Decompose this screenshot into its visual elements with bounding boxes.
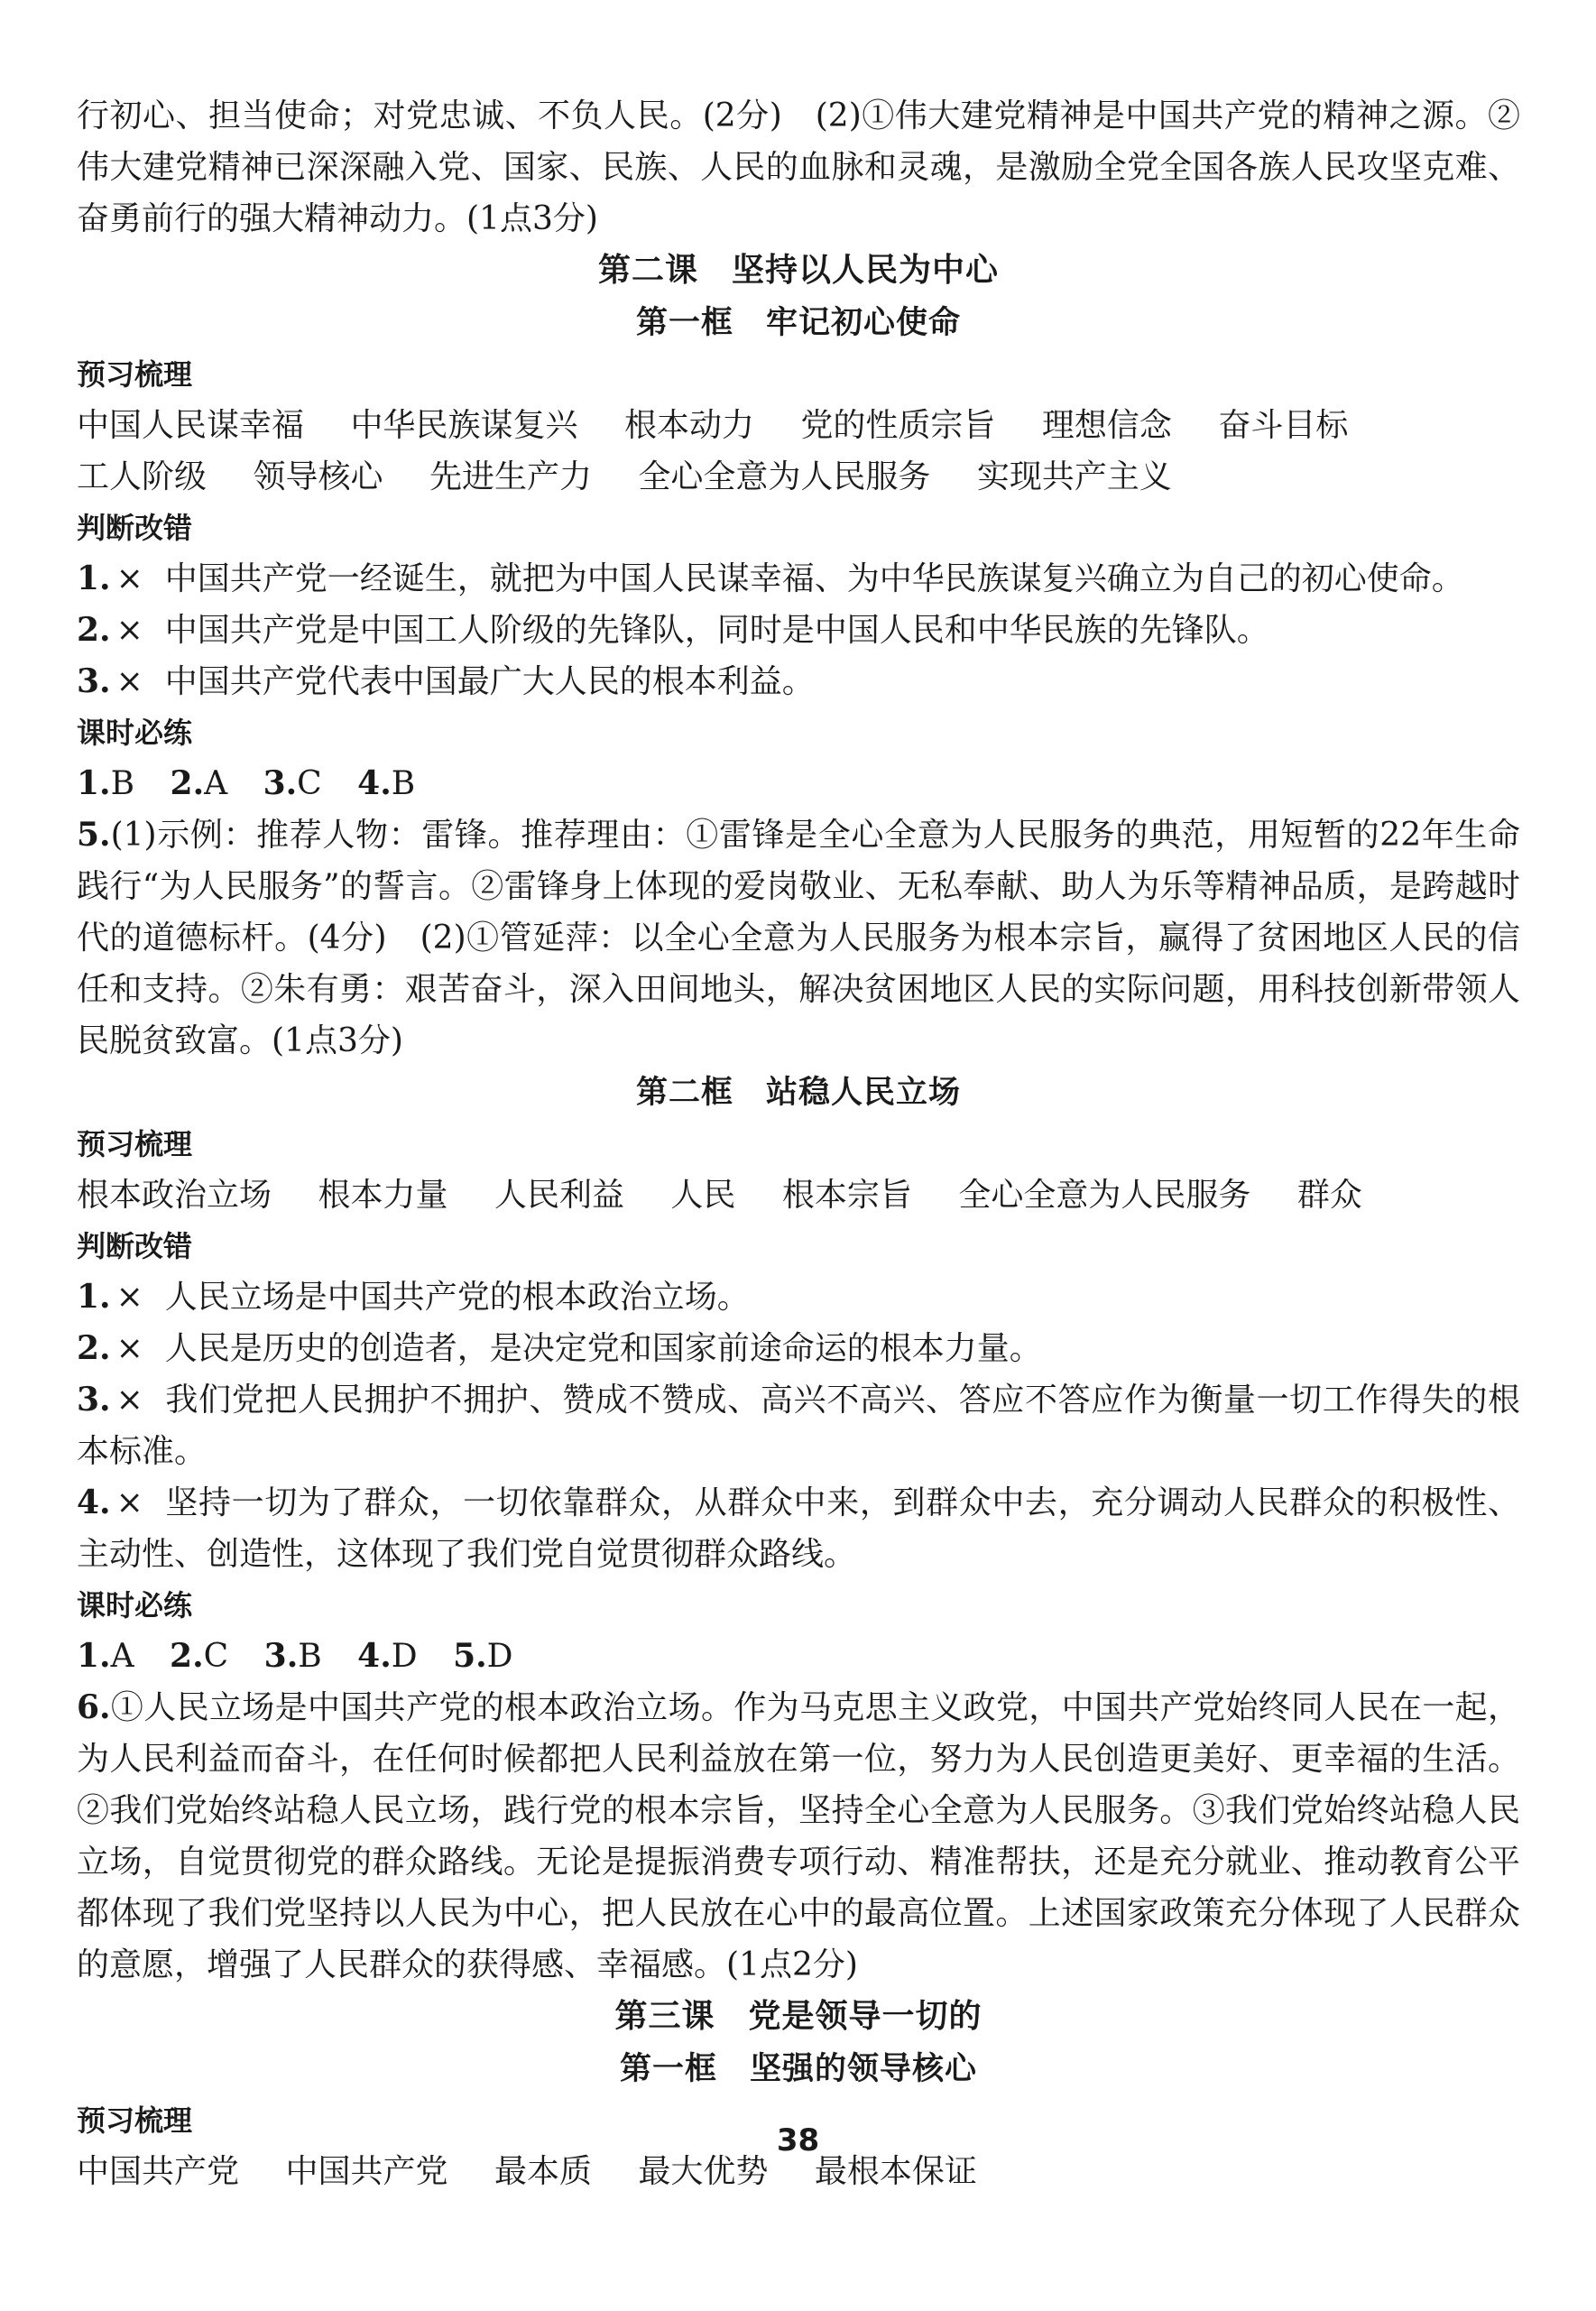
choice-answer: 1.A bbox=[77, 1637, 134, 1675]
judge-item bbox=[77, 1323, 1520, 1374]
preview-term: 理想信念 bbox=[1041, 407, 1172, 444]
item-number: 2. bbox=[77, 611, 111, 649]
choice-answer: 3.C bbox=[263, 764, 322, 802]
choice-answers bbox=[77, 758, 1520, 809]
section-heading-judge: 判断改错 bbox=[77, 511, 193, 545]
choice-answer: 5.D bbox=[453, 1637, 513, 1675]
section-heading-preview: 预习梳理 bbox=[77, 357, 193, 392]
preview-term: 人民 bbox=[670, 1177, 736, 1214]
answer-page bbox=[77, 90, 1520, 2197]
frame-title: 第二框 站稳人民立场 bbox=[635, 1075, 961, 1111]
judge-item bbox=[77, 605, 1520, 656]
preview-term: 中国共产党 bbox=[285, 2153, 448, 2190]
preview-term: 最根本保证 bbox=[814, 2153, 977, 2190]
answer-q6 bbox=[77, 1682, 1520, 1991]
section-heading-practice: 课时必练 bbox=[77, 1588, 193, 1622]
preview-term: 奋斗目标 bbox=[1218, 407, 1349, 444]
section-heading-judge: 判断改错 bbox=[77, 1229, 193, 1263]
preview-term: 实现共产主义 bbox=[976, 458, 1172, 495]
judge-text: 坚持一切为了群众，一切依靠群众，从群众中来，到群众中去，充分调动人民群众的积极性、主动性、创造性，这体现了我们党自觉贯彻群众路线。 bbox=[77, 1484, 1520, 1573]
lesson-title: 第三课 党是领导一切的 bbox=[614, 1998, 983, 2035]
judge-text: 我们党把人民拥护不拥护、赞成不赞成、高兴不高兴、答应不答应作为衡量一切工作得失的根本标准。 bbox=[77, 1382, 1520, 1470]
judge-item bbox=[77, 1374, 1520, 1477]
preview-term: 人民利益 bbox=[494, 1177, 624, 1214]
cross-mark: × bbox=[115, 663, 143, 700]
judge-item bbox=[77, 553, 1520, 605]
section-heading-practice: 课时必练 bbox=[77, 716, 193, 750]
judge-item bbox=[77, 656, 1520, 707]
preview-term: 中国共产党 bbox=[77, 2153, 240, 2190]
choice-answer: 2.A bbox=[170, 764, 228, 802]
judge-text: 中国共产党代表中国最广大人民的根本利益。 bbox=[164, 663, 815, 700]
preview-term: 先进生产力 bbox=[429, 458, 592, 495]
judge-text: 中国共产党一经诞生，就把为中国人民谋幸福、为中华民族谋复兴确立为自己的初心使命。 bbox=[164, 560, 1464, 597]
cross-mark: × bbox=[115, 612, 143, 649]
intro-paragraph: 行初心、担当使命；对党忠诚、不负人民。(2分) (2)①伟大建党精神是中国共产党的精神之源。②伟大建党精神已深深融入党、国家、民族、人民的血脉和灵魂，是激励全党全国各族人民攻坚克难、奋勇前行的强大精神动力。(1点3分) bbox=[77, 97, 1520, 237]
judge-item bbox=[77, 1271, 1520, 1323]
preview-term: 根本动力 bbox=[623, 407, 754, 444]
preview-term: 根本政治立场 bbox=[77, 1177, 272, 1214]
item-number: 3. bbox=[77, 1381, 111, 1419]
preview-term: 全心全意为人民服务 bbox=[638, 458, 931, 495]
frame-title: 第一框 牢记初心使命 bbox=[635, 305, 961, 341]
cross-mark: × bbox=[115, 560, 143, 597]
item-number: 1. bbox=[77, 1278, 111, 1316]
choice-answer: 3.B bbox=[263, 1637, 322, 1675]
preview-term: 群众 bbox=[1296, 1177, 1362, 1214]
choice-answers bbox=[77, 1631, 1520, 1682]
choice-answer: 2.C bbox=[170, 1637, 229, 1675]
item-number: 2. bbox=[77, 1329, 111, 1367]
item-number: 3. bbox=[77, 662, 111, 700]
preview-terms bbox=[77, 1169, 1520, 1221]
judge-text: 人民是历史的创造者，是决定党和国家前途命运的根本力量。 bbox=[164, 1330, 1042, 1367]
item-number: 4. bbox=[77, 1484, 111, 1521]
judge-text: 中国共产党是中国工人阶级的先锋队，同时是中国人民和中华民族的先锋队。 bbox=[164, 612, 1269, 649]
judge-text: 人民立场是中国共产党的根本政治立场。 bbox=[164, 1279, 750, 1316]
cross-mark: × bbox=[115, 1484, 143, 1521]
preview-term: 根本宗旨 bbox=[781, 1177, 912, 1214]
answer-q5 bbox=[77, 809, 1520, 1067]
preview-term: 根本力量 bbox=[318, 1177, 448, 1214]
preview-term: 最本质 bbox=[494, 2153, 592, 2190]
preview-term: 中华民族谋复兴 bbox=[350, 407, 578, 444]
answer-text: ①人民立场是中国共产党的根本政治立场。作为马克思主义政党，中国共产党始终同人民在一起，为人民利益而奋斗，在任何时候都把人民利益放在第一位，努力为人民创造更美好、更幸福的生活。②我们党始终站稳人民立场，践行党的根本宗旨，坚持全心全意为人民服务。③我们党始终站稳人民立场，自觉贯彻党的群众路线。无论是提振消费专项行动、精准帮扶，还是充分就业、推动教育公平都体现了我们党坚持以人民为中心，把人民放在心中的最高位置。上述国家政策充分体现了人民群众的意愿，增强了人民群众的获得感、幸福感。(1点2分) bbox=[77, 1689, 1520, 1983]
preview-term: 中国人民谋幸福 bbox=[77, 407, 305, 444]
preview-term: 最大优势 bbox=[638, 2153, 769, 2190]
item-number: 5. bbox=[77, 816, 111, 854]
preview-term: 工人阶级 bbox=[77, 458, 208, 495]
lesson-title: 第二课 坚持以人民为中心 bbox=[597, 252, 999, 289]
choice-answer: 4.B bbox=[357, 764, 416, 802]
item-number: 1. bbox=[77, 559, 111, 597]
choice-answer: 4.D bbox=[357, 1637, 418, 1675]
answer-text: (1)示例：推荐人物：雷锋。推荐理由：①雷锋是全心全意为人民服务的典范，用短暂的22年生命践行“为人民服务”的誓言。②雷锋身上体现的爱岗敬业、无私奉献、助人为乐等精神品质，是跨越时代的道德标杆。(4分) (2)①管延萍：以全心全意为人民服务为根本宗旨，赢得了贫困地区人民的信任和支持。②朱有勇：艰苦奋斗，深入田间地头，解决贫困地区人民的实际问题，用科技创新带领人民脱贫致富。(1点3分) bbox=[77, 817, 1520, 1059]
cross-mark: × bbox=[115, 1279, 143, 1316]
preview-terms bbox=[77, 400, 1520, 503]
frame-title: 第一框 坚强的领导核心 bbox=[619, 2051, 977, 2087]
cross-mark: × bbox=[115, 1382, 143, 1419]
preview-term: 党的性质宗旨 bbox=[800, 407, 996, 444]
preview-term: 全心全意为人民服务 bbox=[958, 1177, 1251, 1214]
preview-term: 领导核心 bbox=[253, 458, 383, 495]
cross-mark: × bbox=[115, 1330, 143, 1367]
choice-answer: 1.B bbox=[77, 764, 135, 802]
item-number: 6. bbox=[77, 1688, 111, 1726]
section-heading-preview: 预习梳理 bbox=[77, 2103, 193, 2138]
section-heading-preview: 预习梳理 bbox=[77, 1127, 193, 1161]
page-number: 38 bbox=[776, 2122, 820, 2158]
judge-item bbox=[77, 1477, 1520, 1580]
